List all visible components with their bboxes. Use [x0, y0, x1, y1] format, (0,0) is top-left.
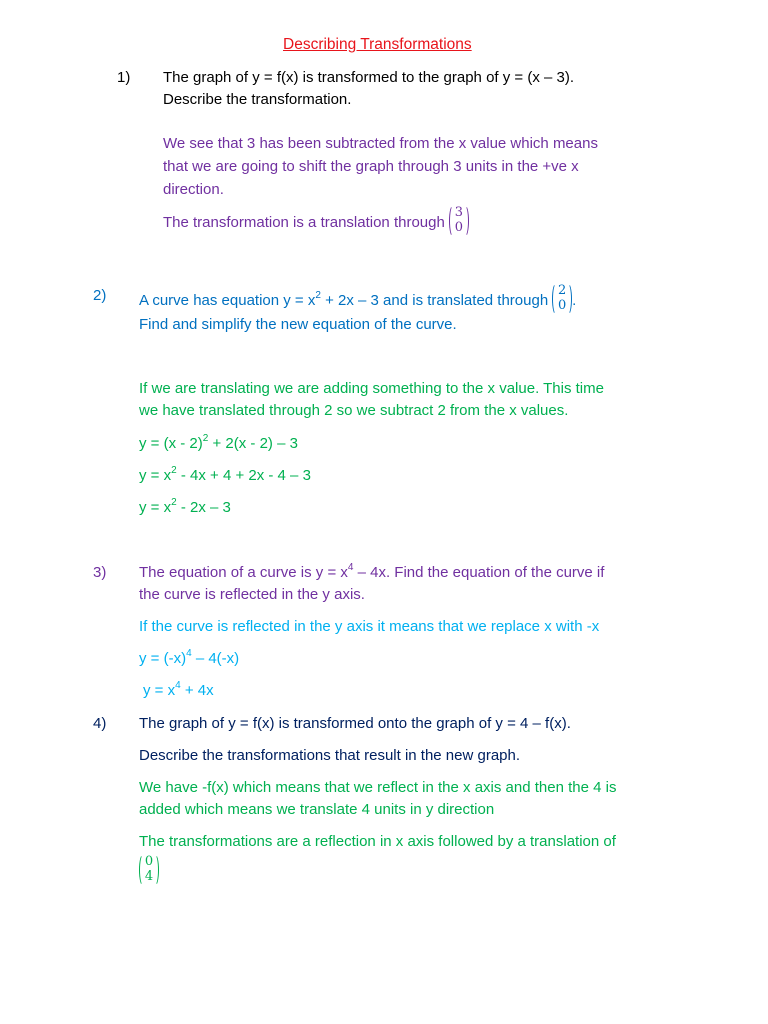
q3-eq1-start: y = (-x): [139, 650, 187, 667]
question-number-4: 4): [93, 715, 107, 732]
question-number-2: 2): [93, 287, 107, 304]
q4-answer-line-3: The transformations are a reflection in x axis followed by a translation of: [139, 833, 616, 850]
q2-eq3-end: - 2x – 3: [176, 499, 231, 516]
q1-column-vector: [449, 205, 469, 237]
q4-line-1: The graph of y = f(x) is transformed onto the graph of y = 4 – f(x).: [139, 715, 571, 732]
q2-eq1-exponent: 2: [202, 433, 209, 444]
q1-vector-bottom: 0: [454, 220, 463, 235]
q3-answer-line-1: If the curve is reflected in the y axis it means that we replace x with -x: [139, 618, 600, 635]
q1-vector-top: 3: [454, 205, 463, 220]
q2-equation-2: [139, 465, 311, 487]
q3-line-1: [139, 562, 604, 584]
q3-line-1-end: – 4x. Find the equation of the curve if: [353, 564, 605, 581]
q3-equation-2: [143, 680, 214, 702]
q3-equation-1: [139, 648, 239, 670]
q4-column-vector: [139, 854, 159, 886]
q3-eq1-exponent: 4: [186, 648, 192, 659]
q2-eq2-start: y = x: [139, 467, 172, 484]
q1-answer-line-1: We see that 3 has been subtracted from the x value which means: [163, 135, 598, 152]
q2-equation-1: [139, 433, 298, 455]
q3-line-1-exponent: 4: [347, 562, 354, 573]
q1-answer-line-3: direction.: [163, 181, 224, 198]
q2-line-1-end: + 2x – 3 and is translated through: [320, 291, 549, 309]
q2-line-1-exponent: 2: [315, 289, 321, 301]
q2-eq3-start: y = x: [139, 499, 172, 516]
question-number-1: 1): [117, 69, 131, 86]
q3-eq2-end: + 4x: [180, 682, 214, 699]
q2-answer-line-2: we have translated through 2 so we subtract 2 from the x values.: [139, 402, 569, 419]
q4-answer-line-2: added which means we translate 4 units in y direction: [139, 801, 495, 818]
page-title: Describing Transformations: [283, 36, 472, 53]
q4-line-2: Describe the transformations that result in the new graph.: [139, 747, 521, 764]
q2-eq2-end: - 4x + 4 + 2x - 4 – 3: [176, 467, 311, 484]
q2-column-vector: [552, 283, 572, 315]
q2-line-2: Find and simplify the new equation of the curve.: [139, 316, 457, 333]
q2-eq1-start: y = (x - 2): [139, 435, 203, 452]
q3-eq2-exponent: 4: [175, 680, 181, 691]
q2-answer-line-1: If we are translating we are adding something to the x value. This time: [139, 380, 604, 397]
q4-answer-line-1: We have -f(x) which means that we reflect in the x axis and then the 4 is: [139, 779, 617, 796]
q3-line-1-start: The equation of a curve is y = x: [139, 564, 348, 581]
q1-translation-text: The transformation is a translation through: [163, 213, 445, 231]
q2-eq2-exponent: 2: [171, 465, 177, 476]
q3-line-2: the curve is reflected in the y axis.: [139, 586, 365, 603]
q4-vector-top: 0: [144, 854, 154, 869]
q1-line-1: The graph of y = f(x) is transformed to the graph of y = (x – 3).: [163, 69, 575, 86]
q2-eq3-exponent: 2: [171, 497, 177, 508]
q3-eq1-end: – 4(-x): [191, 650, 240, 667]
question-number-3: 3): [93, 564, 107, 581]
q2-eq1-end: + 2(x - 2) – 3: [208, 435, 298, 452]
q3-eq2-start: y = x: [143, 682, 176, 699]
q2-equation-3: [139, 497, 231, 519]
q2-line-1-start: A curve has equation y = x: [139, 291, 316, 309]
q1-answer-line-4: [163, 207, 469, 239]
q1-answer-line-2: that we are going to shift the graph through 3 units in the +ve x: [163, 158, 579, 175]
q1-line-2: Describe the transformation.: [163, 91, 352, 108]
q4-vector-bottom: 4: [144, 869, 154, 884]
q2-vector-top: 2: [558, 283, 567, 298]
q2-vector-bottom: 0: [558, 298, 567, 313]
q2-line-1: [139, 285, 576, 317]
q4-answer-line-4: [135, 856, 159, 888]
q2-line-1-period: .: [572, 291, 577, 309]
